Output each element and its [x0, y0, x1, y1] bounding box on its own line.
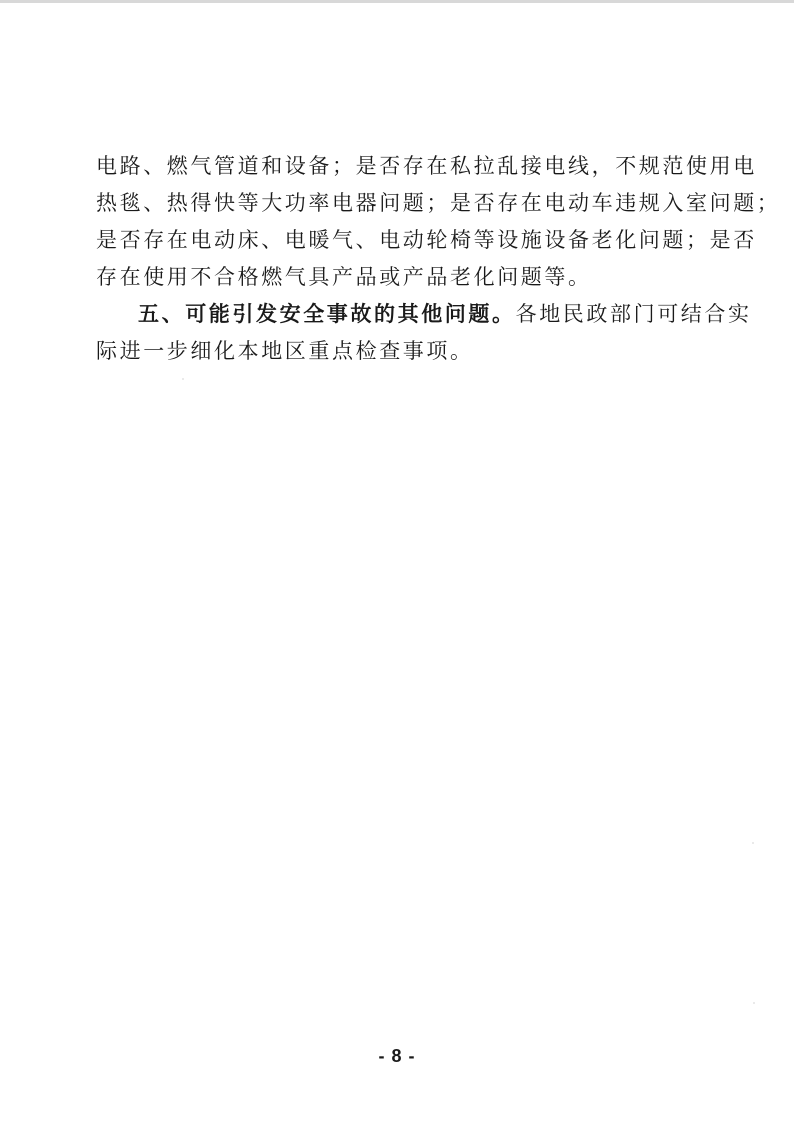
paragraph-line: 是否存在电动床、电暖气、电动轮椅等设施设备老化问题；是否: [96, 228, 757, 252]
section-five-line: [96, 296, 752, 333]
paragraph-line: 热毯、热得快等大功率电器问题；是否存在电动车违规入室问题；: [96, 191, 781, 215]
paragraph-line: 电路、燃气管道和设备；是否存在私拉乱接电线，不规范使用电: [96, 154, 757, 178]
scan-top-edge: [0, 0, 794, 3]
scan-speck: [753, 1002, 755, 1004]
section-five-text: 各地民政部门可结合实: [515, 302, 752, 326]
paragraph-line: 存在使用不合格燃气具产品或产品老化问题等。: [96, 265, 592, 289]
body-text: [96, 148, 781, 370]
section-five-heading: 五、可能引发安全事故的其他问题。: [138, 302, 516, 326]
scan-speck: [182, 378, 184, 380]
page-number: - 8 -: [378, 1046, 416, 1066]
scan-speck: [752, 842, 754, 844]
section-five-continuation: 际进一步细化本地区重点检查事项。: [96, 339, 474, 363]
